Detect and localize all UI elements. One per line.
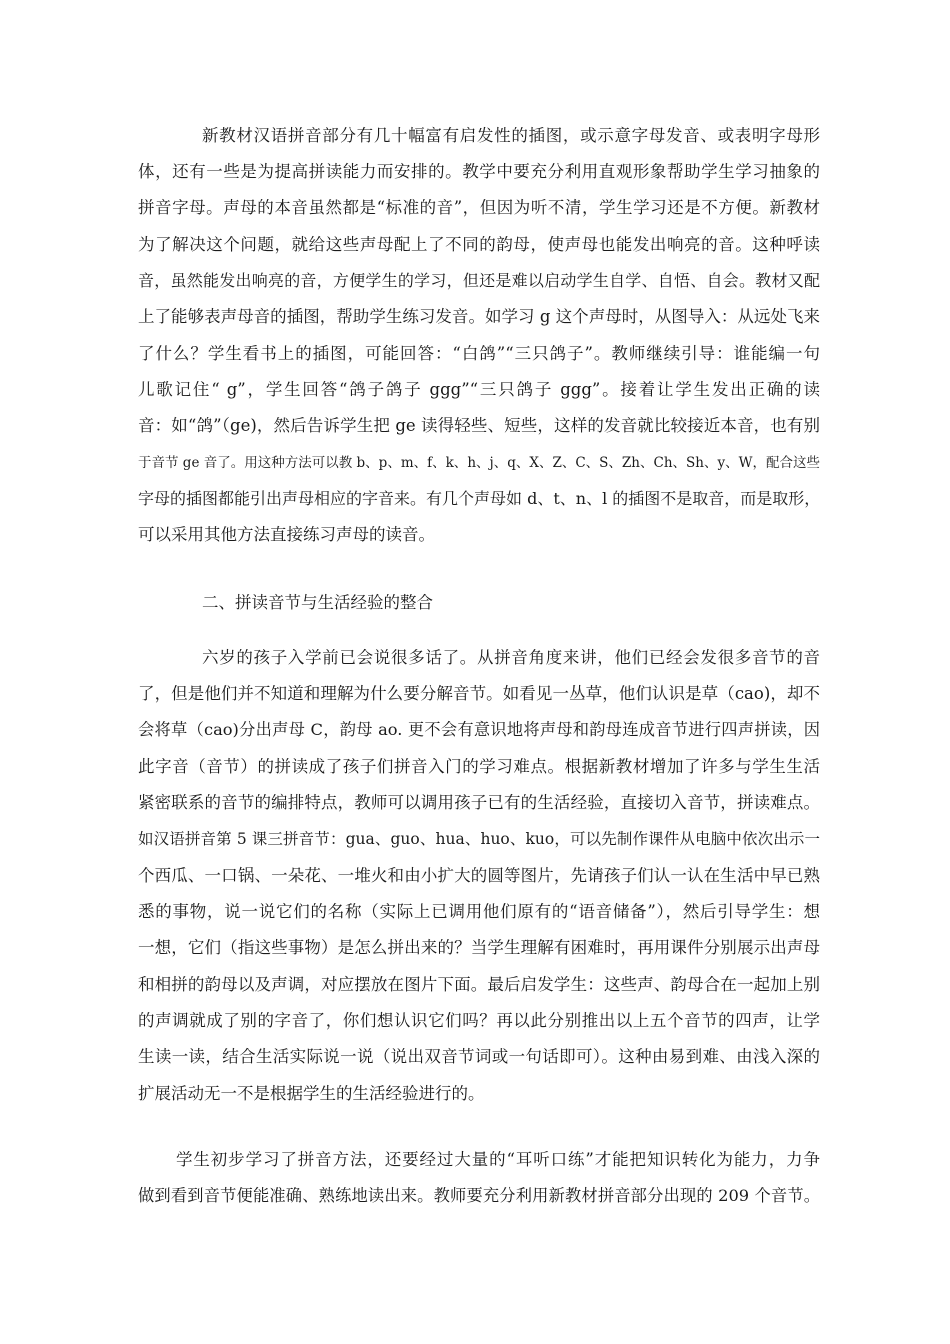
paragraph-line: 体，还有一些是为提高拼读能力而安排的。教学中要充分利用直观形象帮助学生学习抽象的 [138,162,820,181]
paragraph-line: 紧密联系的音节的编排特点，教师可以调用孩子已有的生活经验，直接切入音节，拼读难点。 [138,793,820,812]
paragraph-line: 如汉语拼音第 5 课三拼音节：gua、guo、hua、huo、kuo，可以先制作课件从电脑中依次出示一 [138,830,820,848]
paragraph-line: 于音节 ge 音了。用这种方法可以教 b、p、m、f、k、h、j、q、X、Z、C、S、Zh、Ch、Sh、y、W，配合这些 [138,455,820,471]
paragraph-line: 为了解决这个问题，就给这些声母配上了不同的韵母，使声母也能发出响亮的音。这种呼读 [138,235,820,254]
paragraph-line: 上了能够表声母音的插图，帮助学生练习发音。如学习 g 这个声母时，从图导入：从远处飞来 [138,307,820,326]
paragraph-line: 做到看到音节便能准确、熟练地读出来。教师要充分利用新教材拼音部分出现的 209 个音节。 [138,1186,820,1205]
paragraph-line: 可以采用其他方法直接练习声母的读音。 [138,525,435,544]
paragraph-line: 了什么？学生看书上的插图，可能回答：“白鸽”“三只鸽子”。教师继续引导：谁能编一句 [138,344,820,363]
paragraph-line: 新教材汉语拼音部分有几十幅富有启发性的插图，或示意字母发音、或表明字母形 [202,126,820,145]
paragraph-line: 和相拼的韵母以及声调，对应摆放在图片下面。最后启发学生：这些声、韵母合在一起加上别 [138,975,820,994]
paragraph-line: 音，虽然能发出响亮的音，方便学生的学习，但还是难以启动学生自学、自悟、自会。教材又配 [138,271,820,290]
paragraph-line: 会将草（cao)分出声母 C，韵母 ao. 更不会有意识地将声母和韵母连成音节进行四声拼读，因 [138,720,820,739]
paragraph-line: 个西瓜、一口锅、一朵花、一堆火和由小扩大的圆等图片，先请孩子们认一认在生活中早已熟 [138,866,820,885]
paragraph-line: 扩展活动无一不是根据学生的生活经验进行的。 [138,1084,485,1103]
paragraph-line: 拼音字母。声母的本音虽然都是“标准的音”，但因为听不清，学生学习还是不方便。新教材 [138,198,820,217]
paragraph-line: 六岁的孩子入学前已会说很多话了。从拼音角度来讲，他们已经会发很多音节的音 [202,648,820,667]
paragraph-line: 字母的插图都能引出声母相应的字音来。有几个声母如 d、t、n、l 的插图不是取音，而是取形， [138,489,821,508]
paragraph-line: 儿歌记住“ g”，学生回答“鸽子鸽子 ggg”“三只鸽子 ggg”。接着让学生发出正确的读 [138,380,820,399]
section-heading-text: 二、拼读音节与生活经验的整合 [202,593,433,612]
paragraph-line: 音：如“鸽”（ge)，然后告诉学生把 ge 读得轻些、短些，这样的发音就比较接近本音，也有别 [138,416,820,435]
paragraph-line: 此字音（音节）的拼读成了孩子们拼音入门的学习难点。根据新教材增加了许多与学生生活 [138,757,820,776]
paragraph-line: 生读一读，结合生活实际说一说（说出双音节词或一句话即可）。这种由易到难、由浅入深的 [138,1047,820,1066]
paragraph-line: 了，但是他们并不知道和理解为什么要分解音节。如看见一丛草，他们认识是草（cao)，却不 [138,684,820,703]
paragraph-line: 学生初步学习了拼音方法，还要经过大量的“耳听口练”才能把知识转化为能力，力争 [176,1150,820,1169]
paragraph-line: 的声调就成了别的字音了，你们想认识它们吗？再以此分别推出以上五个音节的四声，让学 [138,1011,820,1030]
paragraph-line: 悉的事物，说一说它们的名称（实际上已调用他们原有的“语音储备”），然后引导学生：想 [138,902,820,921]
paragraph-line: 一想，它们（指这些事物）是怎么拼出来的？当学生理解有困难时，再用课件分别展示出声母 [138,938,820,957]
